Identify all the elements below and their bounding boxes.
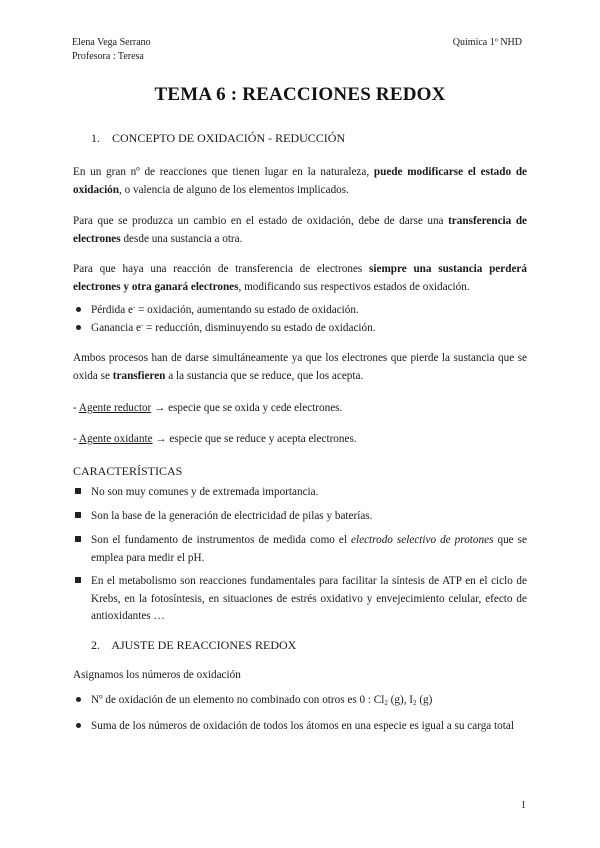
section-2-number: 2. [91, 638, 100, 652]
list-item-text: (g) [416, 694, 433, 706]
list-item-text: Suma de los números de oxidación de todos los átomos en una especie es igual a su carga total [91, 720, 514, 732]
list-item [91, 692, 527, 710]
p3-bold: siempre una sustancia perderá electrones y otra ganará electrones [73, 263, 527, 293]
header-left [72, 36, 151, 64]
list-item [91, 320, 527, 338]
subscript: 2 [384, 699, 388, 707]
list-item [91, 302, 527, 320]
course-name: Química 1º NHD [452, 37, 522, 48]
bullet-square-icon [73, 484, 83, 502]
bullet-square-icon [73, 573, 83, 591]
p4-text-c: a la sustancia que se reduce, que los acepta. [165, 369, 364, 382]
bullet-dot-icon [73, 692, 83, 710]
paragraph-1 [73, 164, 527, 199]
list-item-text: = oxidación, aumentando su estado de oxidación. [135, 304, 359, 316]
list-item [91, 532, 527, 567]
list-item [91, 573, 527, 626]
list-item [91, 484, 527, 502]
p2-bold: transferencia de electrones [73, 215, 528, 245]
characteristics-heading: CARACTERÍSTICAS [73, 464, 183, 478]
p1-bold: puede modificarse el estado de oxidación [73, 166, 528, 196]
list-item-text: No son muy comunes y de extremada importancia. [91, 486, 319, 498]
dash: - [73, 402, 79, 414]
list-item [91, 718, 527, 736]
p2-text-a: Para que se produzca un cambio en el estado de oxidación, debe de darse una [73, 215, 449, 227]
page-number: 1 [521, 800, 526, 811]
bullet-dot-icon [73, 718, 83, 736]
p3-text-a: Para que haya una reacción de transferencia de electrones [73, 263, 370, 275]
list-item-text: Ganancia e [91, 322, 141, 334]
teacher-name: Profesora : Teresa [72, 51, 144, 62]
p4-bold: transfieren [112, 369, 166, 382]
section-2-heading [91, 637, 296, 655]
superscript: - [141, 321, 144, 329]
agent-reductor-line [73, 400, 527, 418]
agent-oxidante-definition: → especie que se reduce y acepta electrones. [152, 433, 357, 445]
list-item-text: (g), I [387, 694, 414, 706]
subscript: 2 [413, 699, 417, 707]
page-title: TEMA 6 : REACCIONES REDOX [154, 84, 446, 105]
p2-text-c: desde una sustancia a otra. [120, 232, 243, 245]
bullet-square-icon [73, 532, 83, 550]
italic-term: electrodo selectivo de protones [351, 534, 494, 546]
list-item-text: = reducción, disminuyendo su estado de oxidación. [143, 322, 376, 334]
dash: - [73, 433, 79, 445]
list-item-text: En el metabolismo son reacciones fundamentales para facilitar la síntesis de ATP en el ciclo de Krebs, en la fotosíntesis, en situaciones de estrés oxidativo y envejecimiento celular, efecto de antioxidantes … [91, 575, 527, 622]
p1-text-c: , o valencia de alguno de los elementos implicados. [119, 183, 349, 196]
bullet-square-icon [73, 508, 83, 526]
author-name: Elena Vega Serrano [72, 37, 151, 48]
list-item-text: Son el fundamento de instrumentos de medida como el [91, 534, 352, 546]
agent-oxidante-line [73, 431, 527, 449]
section-1-title: CONCEPTO DE OXIDACIÓN - REDUCCIÓN [112, 131, 346, 145]
p3-text-c: , modificando sus respectivos estados de oxidación. [238, 280, 470, 293]
paragraph-2 [73, 213, 527, 248]
p4-text-a: Ambos procesos han de darse simultáneamente ya que los electrones que pierde la sustancia que se oxida se [73, 352, 527, 382]
paragraph-5: Asignamos los números de oxidación [73, 669, 241, 681]
p1-text-a: En un gran nº de reacciones que tienen lugar en la naturaleza, [73, 166, 374, 178]
bullet-dot-icon [73, 320, 83, 338]
section-2-title: AJUSTE DE REACCIONES REDOX [111, 638, 297, 652]
paragraph-4 [73, 350, 527, 385]
paragraph-3 [73, 261, 527, 296]
list-item-text: Nº de oxidación de un elemento no combinado con otros es 0 : Cl [91, 694, 385, 706]
list-item-text: Son la base de la generación de electricidad de pilas y baterías. [91, 510, 373, 522]
agent-oxidante-term: Agente oxidante [78, 433, 153, 445]
section-1-heading [91, 130, 345, 148]
superscript: - [132, 303, 136, 311]
agent-reductor-term: Agente reductor [78, 402, 152, 414]
list-item-text: Pérdida e [91, 304, 133, 316]
list-item [91, 508, 527, 526]
section-1-number: 1. [91, 131, 100, 145]
list-item-text: que se emplea para medir el pH. [91, 534, 527, 564]
agent-reductor-definition: → especie que se oxida y cede electrones. [151, 402, 343, 414]
bullet-dot-icon [73, 302, 83, 320]
